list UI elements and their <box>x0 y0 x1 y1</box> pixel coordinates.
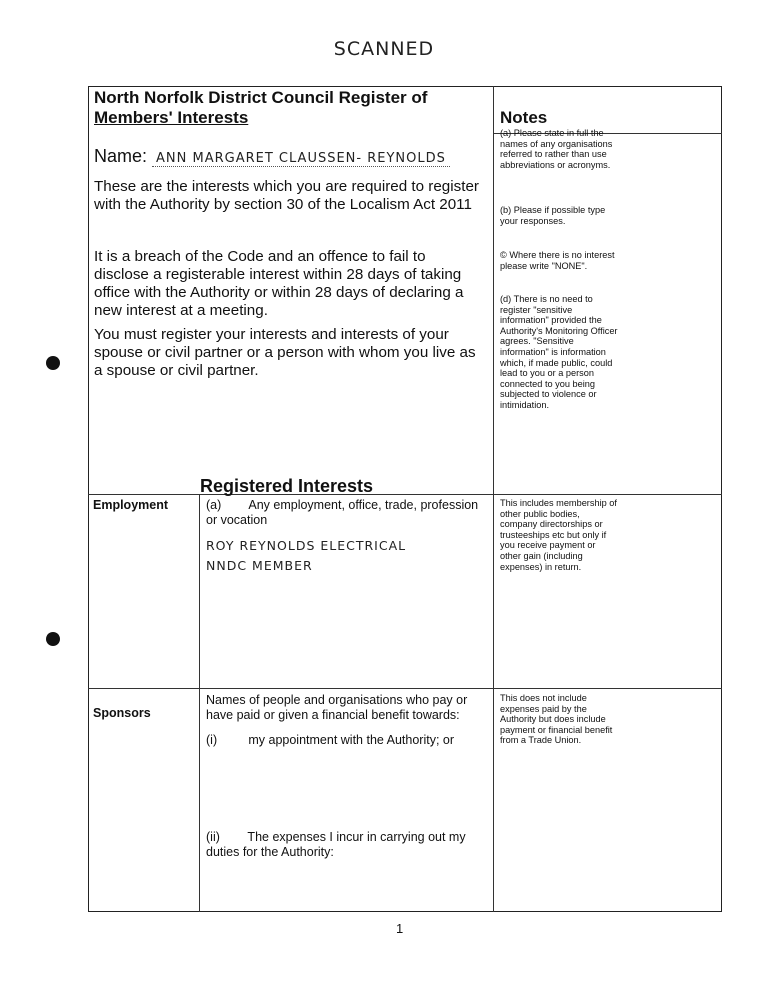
registered-interests-heading: Registered Interests <box>200 476 374 496</box>
employment-label: Employment <box>93 498 169 512</box>
note-a: (a) Please state in full the names of any organisations referred to rather than use abbreviations or acronyms. <box>500 128 613 170</box>
notes-column-divider <box>493 86 494 912</box>
punch-hole-bottom <box>46 632 60 646</box>
name-label: Name: <box>94 146 148 166</box>
note-b: (b) Please if possible type your responses. <box>500 205 606 226</box>
sponsors-row-top <box>88 688 722 689</box>
sponsors-label: Sponsors <box>93 706 151 720</box>
punch-hole-top <box>46 356 60 370</box>
paragraph-breach-warning: It is a breach of the Code and an offence to fail to disclose a registerable interest within 28 days of taking office with the Authority or within 28 days of declaring a new interest at a meeting. <box>94 248 464 319</box>
note-d: (d) There is no need to register "sensitive information" provided the Authority's Monitoring Officer agrees. "Sensitive information" is information which, if made public, could lead to you or a person connected to you being subjected to violence or intimidation. <box>500 294 618 410</box>
sponsors-note: This does not include expenses paid by the Authority but does include payment or financial benefit from a Trade Union. <box>500 693 613 746</box>
page-number: 1 <box>396 921 404 936</box>
sponsors-question: Names of people and organisations who pay or have paid or given a financial benefit towards: <box>206 693 468 722</box>
employment-answer-line-2: NNDC MEMBER <box>206 558 313 573</box>
note-c: © Where there is no interest please write "NONE". <box>500 250 615 271</box>
name-line <box>94 146 450 167</box>
employment-question: (a) Any employment, office, trade, profession or vocation <box>206 498 482 527</box>
employment-row-top <box>88 494 722 495</box>
title-line-2: Members' Interests <box>94 108 249 127</box>
employment-note: This includes membership of other public bodies, company directorships or trusteeships etc but only if you receive payment or other gain (including expenses) in return. <box>500 498 617 572</box>
employment-answer-line-1: ROY REYNOLDS ELECTRICAL <box>206 538 407 553</box>
paragraph-localism-act: These are the interests which you are required to register with the Authority by section 30 of the Localism Act 2011 <box>94 178 479 213</box>
notes-heading: Notes <box>500 108 548 127</box>
document-title <box>94 88 486 128</box>
sponsors-item-ii: (ii) The expenses I incur in carrying out my duties for the Authority: <box>206 830 470 859</box>
sponsors-item-i: (i) my appointment with the Authority; or <box>206 733 455 747</box>
scanned-stamp: SCANNED <box>333 38 435 60</box>
title-line-1: North Norfolk District Council Register of <box>94 88 428 107</box>
label-column-divider <box>199 494 200 912</box>
name-value-handwritten: ANN MARGARET CLAUSSEN- REYNOLDS <box>152 151 450 167</box>
paragraph-spouse-interests: You must register your interests and interests of your spouse or civil partner or a person with whom you live as a spouse or civil partner. <box>94 326 476 379</box>
